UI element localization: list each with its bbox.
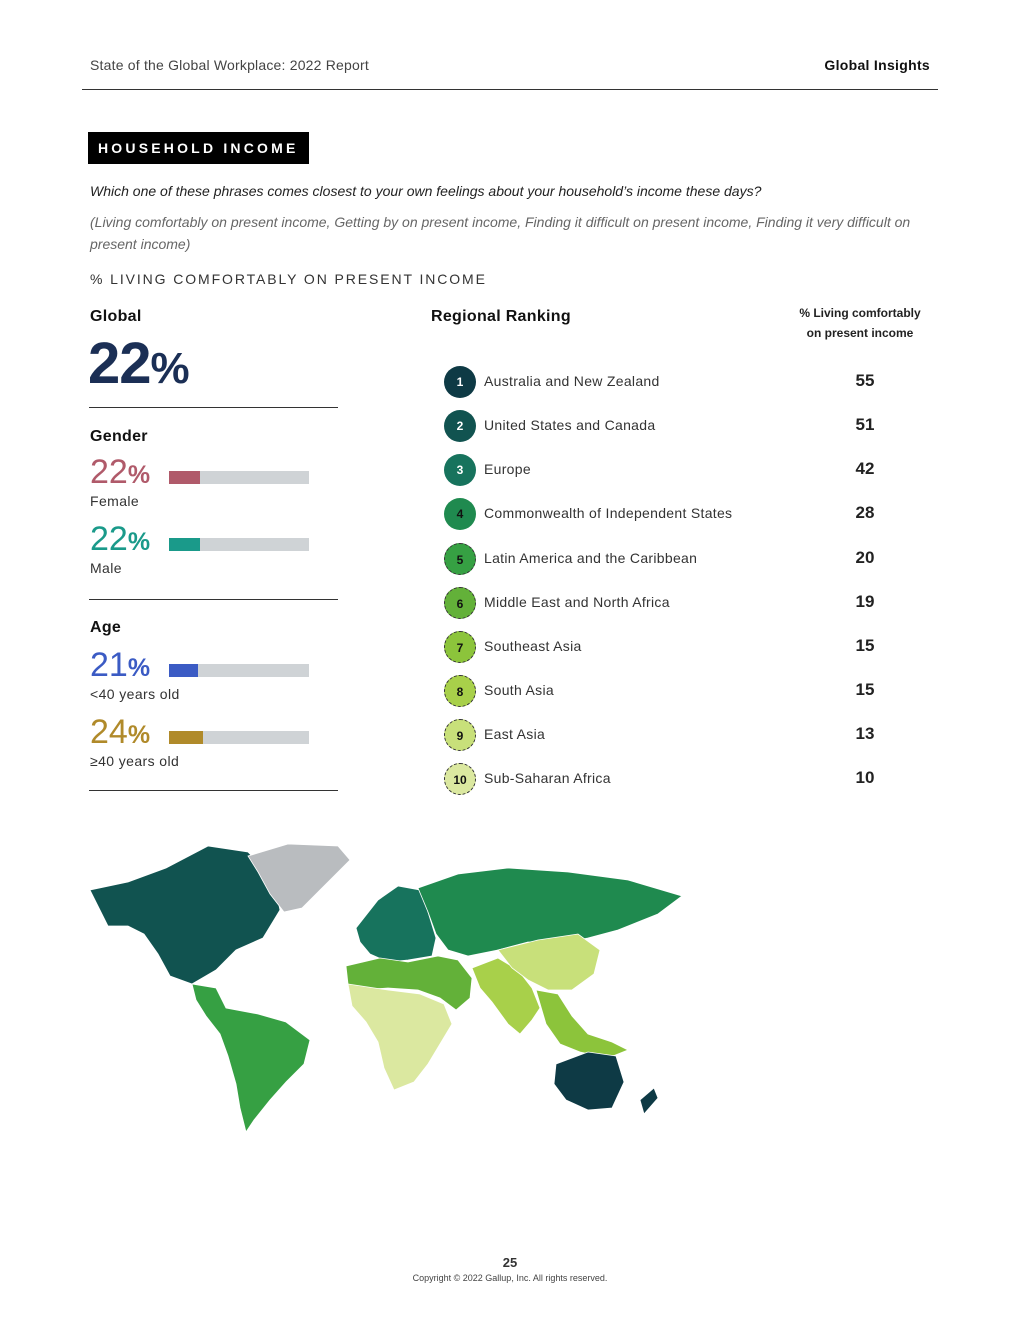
stat-label: Female bbox=[90, 493, 140, 509]
region-name: Southeast Asia bbox=[484, 638, 582, 654]
rank-badge: 3 bbox=[444, 454, 476, 486]
map-region-australia-nz bbox=[554, 1052, 658, 1114]
rank-badge: 8 bbox=[444, 675, 476, 707]
stat-bar-fill bbox=[169, 664, 198, 677]
report-title: State of the Global Workplace: 2022 Report bbox=[90, 57, 369, 73]
age-under-40-stat bbox=[90, 648, 350, 718]
ranking-row bbox=[444, 719, 894, 751]
stat-bar-track bbox=[169, 664, 309, 677]
rank-badge: 6 bbox=[444, 587, 476, 619]
global-heading: Global bbox=[90, 308, 142, 325]
ranking-column-heading: % Living comfortably on present income bbox=[799, 306, 921, 340]
region-value: 42 bbox=[855, 459, 875, 478]
region-name: Commonwealth of Independent States bbox=[484, 505, 733, 521]
region-name: East Asia bbox=[484, 726, 546, 742]
global-percent-sign: % bbox=[150, 344, 189, 393]
stat-bar-track bbox=[169, 731, 309, 744]
ranking-heading: Regional Ranking bbox=[431, 308, 571, 325]
ranking-row bbox=[444, 366, 894, 398]
stat-label: <40 years old bbox=[90, 686, 180, 702]
copyright: Copyright © 2022 Gallup, Inc. All rights reserved. bbox=[412, 1273, 608, 1283]
region-value: 13 bbox=[855, 724, 875, 743]
gender-male-stat bbox=[90, 522, 350, 592]
stat-label: Male bbox=[90, 560, 122, 576]
stat-bar-fill bbox=[169, 471, 200, 484]
region-value: 51 bbox=[855, 415, 875, 434]
metric-label: % LIVING COMFORTABLY ON PRESENT INCOME bbox=[90, 271, 487, 287]
divider bbox=[89, 407, 338, 408]
age-heading: Age bbox=[90, 619, 122, 636]
rank-badge: 7 bbox=[444, 631, 476, 663]
region-value: 20 bbox=[855, 548, 875, 567]
map-region-north-america bbox=[90, 846, 280, 984]
stat-label: ≥40 years old bbox=[90, 753, 180, 769]
region-value: 15 bbox=[855, 636, 875, 655]
page-number: 25 bbox=[502, 1255, 518, 1270]
ranking-row bbox=[444, 498, 894, 530]
ranking-row bbox=[444, 587, 894, 619]
stat-value: 24% bbox=[90, 713, 151, 751]
stat-bar-track bbox=[169, 538, 309, 551]
region-name: South Asia bbox=[484, 682, 554, 698]
stat-value: 21% bbox=[90, 646, 151, 684]
ranking-row bbox=[444, 631, 894, 663]
stat-value: 22% bbox=[90, 520, 151, 558]
rank-badge: 4 bbox=[444, 498, 476, 530]
section-name: Global Insights bbox=[824, 57, 930, 73]
rank-badge: 9 bbox=[444, 719, 476, 751]
rank-badge: 5 bbox=[444, 543, 476, 575]
rank-badge: 10 bbox=[444, 763, 476, 795]
stat-bar-track bbox=[169, 471, 309, 484]
region-name: Australia and New Zealand bbox=[484, 373, 660, 389]
map-region-southeast-asia bbox=[536, 990, 628, 1058]
rank-badge: 2 bbox=[444, 410, 476, 442]
divider bbox=[89, 790, 338, 791]
stat-bar-fill bbox=[169, 538, 200, 551]
section-tag: HOUSEHOLD INCOME bbox=[88, 132, 309, 164]
ranking-row bbox=[444, 543, 894, 575]
region-name: Sub-Saharan Africa bbox=[484, 770, 611, 786]
stat-bar-fill bbox=[169, 731, 203, 744]
survey-question: Which one of these phrases comes closest to your own feelings about your household’s income these days? bbox=[90, 183, 762, 199]
region-name: Europe bbox=[484, 461, 531, 477]
gender-female-stat bbox=[90, 455, 350, 525]
rank-badge: 1 bbox=[444, 366, 476, 398]
gender-heading: Gender bbox=[90, 428, 148, 445]
ranking-row bbox=[444, 763, 894, 795]
ranking-row bbox=[444, 675, 894, 707]
region-value: 55 bbox=[855, 371, 875, 390]
ranking-row bbox=[444, 410, 894, 442]
divider bbox=[89, 599, 338, 600]
region-value: 19 bbox=[855, 592, 875, 611]
world-map bbox=[88, 838, 684, 1138]
region-value: 15 bbox=[855, 680, 875, 699]
region-name: United States and Canada bbox=[484, 417, 656, 433]
header-divider bbox=[82, 89, 938, 90]
region-value: 28 bbox=[855, 503, 875, 522]
map-region-latin-america bbox=[192, 984, 310, 1132]
ranking-row bbox=[444, 454, 894, 486]
age-40-plus-stat bbox=[90, 715, 350, 785]
region-name: Middle East and North Africa bbox=[484, 594, 670, 610]
region-value: 10 bbox=[855, 768, 875, 787]
answer-options: (Living comfortably on present income, Getting by on present income, Finding it difficult on present income, Finding it very difficult on present income) bbox=[90, 214, 911, 252]
map-region-sub-saharan-africa bbox=[348, 984, 452, 1090]
global-value bbox=[88, 330, 189, 397]
region-name: Latin America and the Caribbean bbox=[484, 550, 698, 566]
global-number: 22 bbox=[88, 331, 151, 396]
stat-value: 22% bbox=[90, 453, 151, 491]
